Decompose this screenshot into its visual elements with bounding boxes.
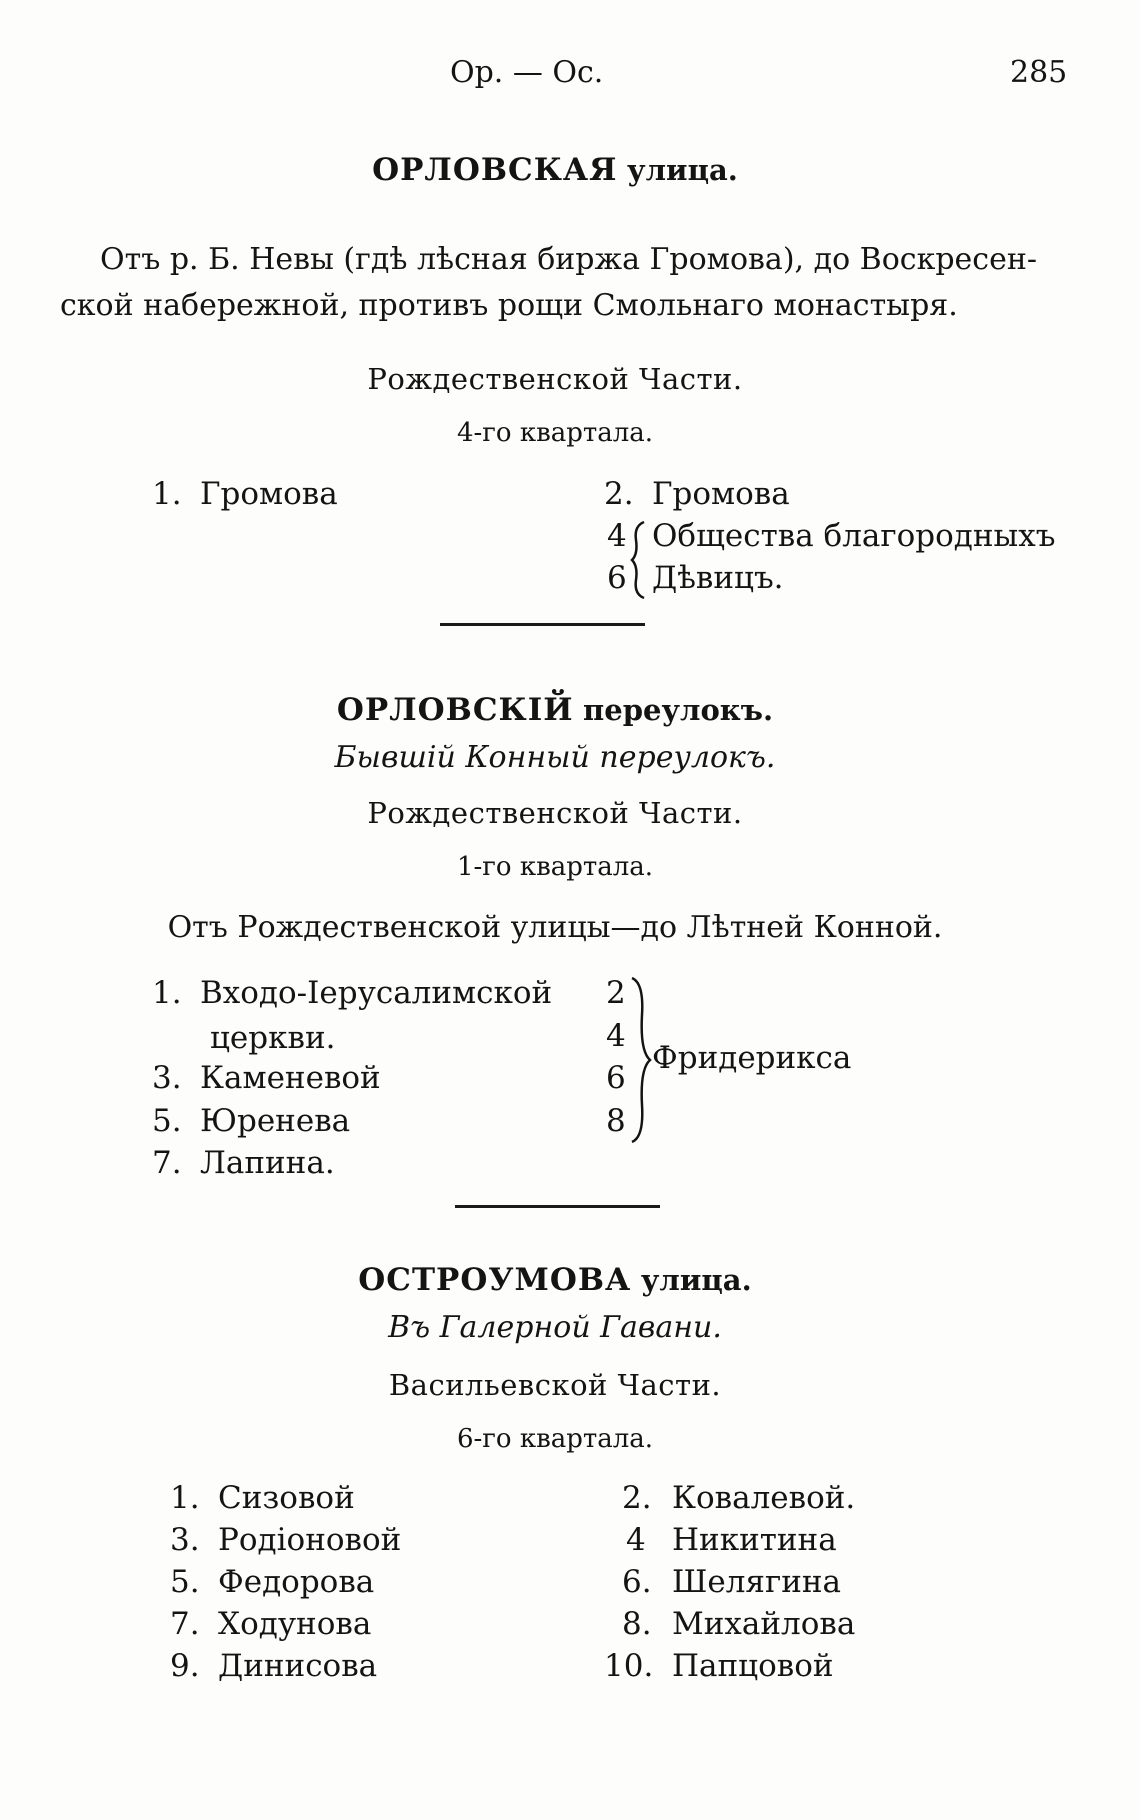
house-number: 5.	[152, 1103, 182, 1139]
house-number: 6	[606, 1060, 626, 1096]
house-number: 2	[606, 975, 626, 1011]
owner-name: Папцовой	[672, 1648, 834, 1684]
house-number: 8.	[622, 1606, 652, 1642]
owner-name: Юренева	[200, 1103, 351, 1139]
owner-name: Шелягина	[672, 1564, 842, 1600]
title-rest: улица.	[627, 153, 738, 187]
house-number: 3.	[170, 1522, 200, 1558]
house-number: 10.	[604, 1648, 654, 1684]
house-number: 3.	[152, 1060, 182, 1096]
owner-name: Сизовой	[218, 1480, 355, 1516]
title-rest: улица.	[640, 1263, 752, 1297]
house-number: 8	[606, 1103, 626, 1139]
quarter-name: 1-го квартала.	[456, 852, 654, 882]
house-number: 6.	[622, 1564, 652, 1600]
owner-name: Ходунова	[218, 1606, 372, 1642]
section-divider	[455, 1205, 660, 1208]
location-note: Въ Галерной Гавани.	[388, 1310, 722, 1345]
grouping-brace	[628, 975, 654, 1145]
title-bold: ОРЛОВСКАЯ	[372, 152, 618, 188]
section-title-ostroumova-ulitsa	[0, 1262, 1110, 1298]
house-number: 4	[607, 518, 627, 554]
grouping-brace	[628, 520, 650, 600]
owner-name: Лапина.	[200, 1145, 335, 1181]
house-number: 1.	[152, 476, 182, 512]
section-title-orlovskaya-ulitsa	[0, 152, 1110, 188]
owner-name: Общества благородныхъ	[652, 518, 1056, 554]
section-title-orlovskiy-pereulok	[0, 692, 1110, 728]
owner-name: церкви.	[210, 1020, 336, 1056]
running-head: Ор. — Ос.	[450, 55, 604, 90]
owner-name: Громова	[652, 476, 790, 512]
owner-name: Федорова	[218, 1564, 375, 1600]
owner-name: Родіоновой	[218, 1522, 402, 1558]
house-number: 1.	[170, 1480, 200, 1516]
house-number: 9.	[170, 1648, 200, 1684]
quarter-name: 6-го квартала.	[456, 1424, 654, 1454]
owner-name: Входо-Іерусалимской	[200, 975, 553, 1011]
house-number: 7.	[152, 1145, 182, 1181]
section-description-line-1: Отъ р. Б. Невы (гдѣ лѣсная биржа Громова), до Воскресен-	[100, 242, 1037, 277]
part-name: Васильевской Части.	[388, 1368, 722, 1402]
section-description: Отъ Рождественской улицы—до Лѣтней Конной.	[167, 910, 943, 945]
part-name: Рождественской Части.	[367, 796, 743, 830]
owner-name: Михайлова	[672, 1606, 856, 1642]
owner-name: Фридерикса	[652, 1040, 852, 1076]
owner-name: Ковалевой.	[672, 1480, 856, 1516]
section-divider	[440, 623, 645, 626]
house-number: 2.	[622, 1480, 652, 1516]
house-number: 1.	[152, 975, 182, 1011]
page-number: 285	[1010, 55, 1068, 90]
owner-name: Каменевой	[200, 1060, 381, 1096]
section-description-line-2: ской набережной, противъ рощи Смольнаго монастыря.	[60, 288, 958, 323]
title-bold: ОРЛОВСКІЙ	[336, 692, 574, 728]
title-bold: ОСТРОУМОВА	[358, 1262, 632, 1298]
house-number: 5.	[170, 1564, 200, 1600]
quarter-name: 4-го квартала.	[456, 418, 654, 448]
owner-name: Никитина	[672, 1522, 837, 1558]
house-number: 2.	[604, 476, 634, 512]
owner-name: Дѣвицъ.	[652, 560, 784, 596]
former-name: Бывшій Конный переулокъ.	[334, 740, 776, 775]
owner-name: Громова	[200, 476, 338, 512]
house-number: 7.	[170, 1606, 200, 1642]
title-rest: переулокъ.	[583, 693, 774, 727]
house-number: 6	[607, 560, 627, 596]
house-number: 4	[606, 1018, 626, 1054]
house-number: 4	[626, 1522, 646, 1558]
owner-name: Динисова	[218, 1648, 378, 1684]
part-name: Рождественской Части.	[367, 362, 743, 396]
